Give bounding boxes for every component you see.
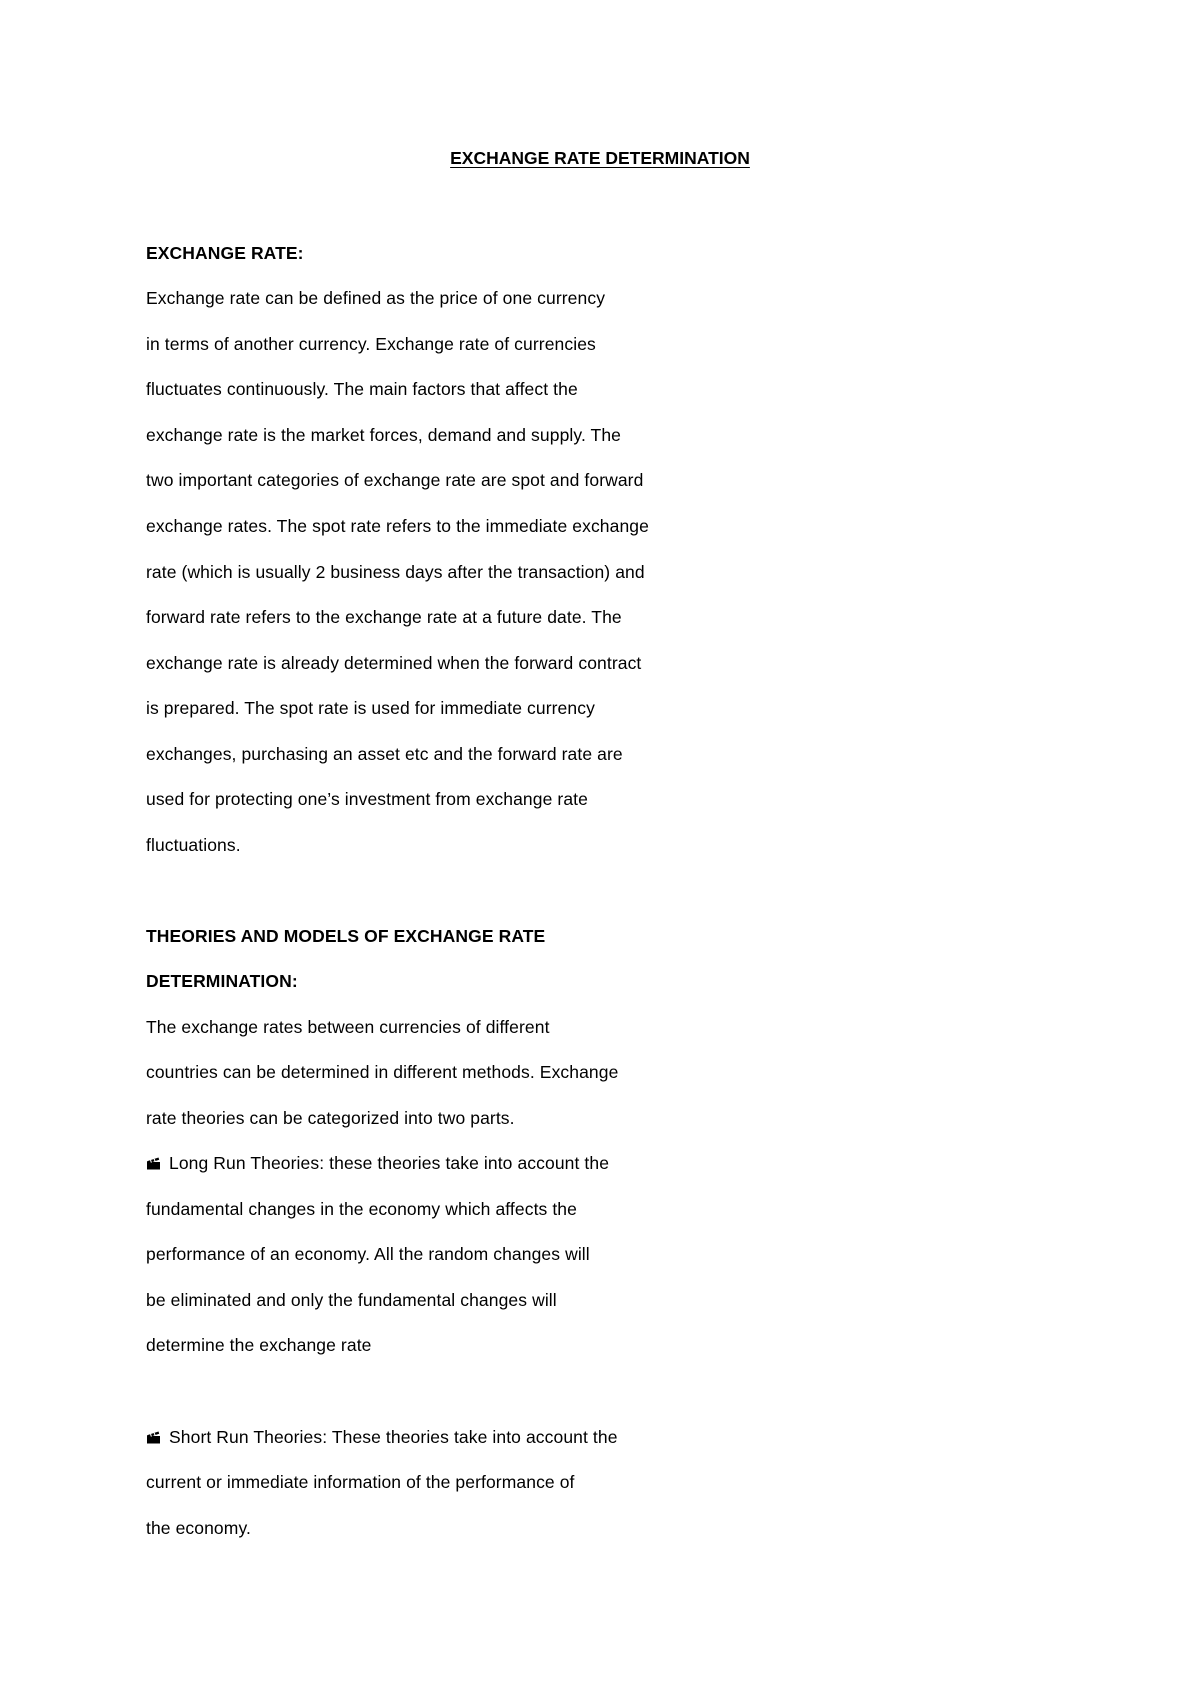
clapperboard-icon bbox=[146, 1157, 161, 1170]
paragraph-line: rate theories can be categorized into two parts. bbox=[146, 1108, 515, 1128]
paragraph-line: exchange rate is the market forces, demand and supply. The bbox=[146, 425, 622, 445]
paragraph-line: rate (which is usually 2 business days after the transaction) and bbox=[146, 562, 645, 582]
paragraph-line: fluctuates continuously. The main factors that affect the bbox=[146, 379, 578, 399]
bullet-text: Short Run Theories: These theories take into account the bbox=[169, 1427, 618, 1447]
paragraph-line: used for protecting one’s investment from exchange rate bbox=[146, 789, 588, 809]
paragraph-line: Exchange rate can be defined as the price of one currency bbox=[146, 288, 606, 308]
paragraph-line: current or immediate information of the performance of bbox=[146, 1472, 575, 1492]
bullet-item-long-run bbox=[146, 1152, 1146, 1174]
bullet-text: Long Run Theories: these theories take into account the bbox=[169, 1153, 610, 1173]
paragraph-line: countries can be determined in different methods. Exchange bbox=[146, 1062, 619, 1082]
paragraph-line: exchange rate is already determined when the forward contract bbox=[146, 653, 642, 673]
paragraph-line: in terms of another currency. Exchange rate of currencies bbox=[146, 334, 596, 354]
page-title: EXCHANGE RATE DETERMINATION bbox=[450, 148, 750, 168]
clapperboard-icon bbox=[146, 1431, 161, 1444]
paragraph-line: forward rate refers to the exchange rate at a future date. The bbox=[146, 607, 622, 627]
paragraph-line: fluctuations. bbox=[146, 835, 241, 855]
paragraph-line: the economy. bbox=[146, 1518, 251, 1538]
paragraph-line: fundamental changes in the economy which affects the bbox=[146, 1199, 577, 1219]
paragraph-line: exchanges, purchasing an asset etc and the forward rate are bbox=[146, 744, 623, 764]
paragraph-line: is prepared. The spot rate is used for immediate currency bbox=[146, 698, 595, 718]
section-heading-exchange-rate: EXCHANGE RATE: bbox=[146, 243, 304, 263]
paragraph-line: two important categories of exchange rate are spot and forward bbox=[146, 470, 644, 490]
paragraph-line: determine the exchange rate bbox=[146, 1335, 372, 1355]
paragraph-line: performance of an economy. All the random changes will bbox=[146, 1244, 590, 1264]
paragraph-line: The exchange rates between currencies of different bbox=[146, 1017, 550, 1037]
bullet-item-short-run bbox=[146, 1426, 1146, 1448]
section-heading-theories-cont: DETERMINATION: bbox=[146, 971, 298, 991]
paragraph-line: be eliminated and only the fundamental changes will bbox=[146, 1290, 557, 1310]
section-heading-theories: THEORIES AND MODELS OF EXCHANGE RATE bbox=[146, 926, 546, 946]
paragraph-line: exchange rates. The spot rate refers to the immediate exchange bbox=[146, 516, 649, 536]
